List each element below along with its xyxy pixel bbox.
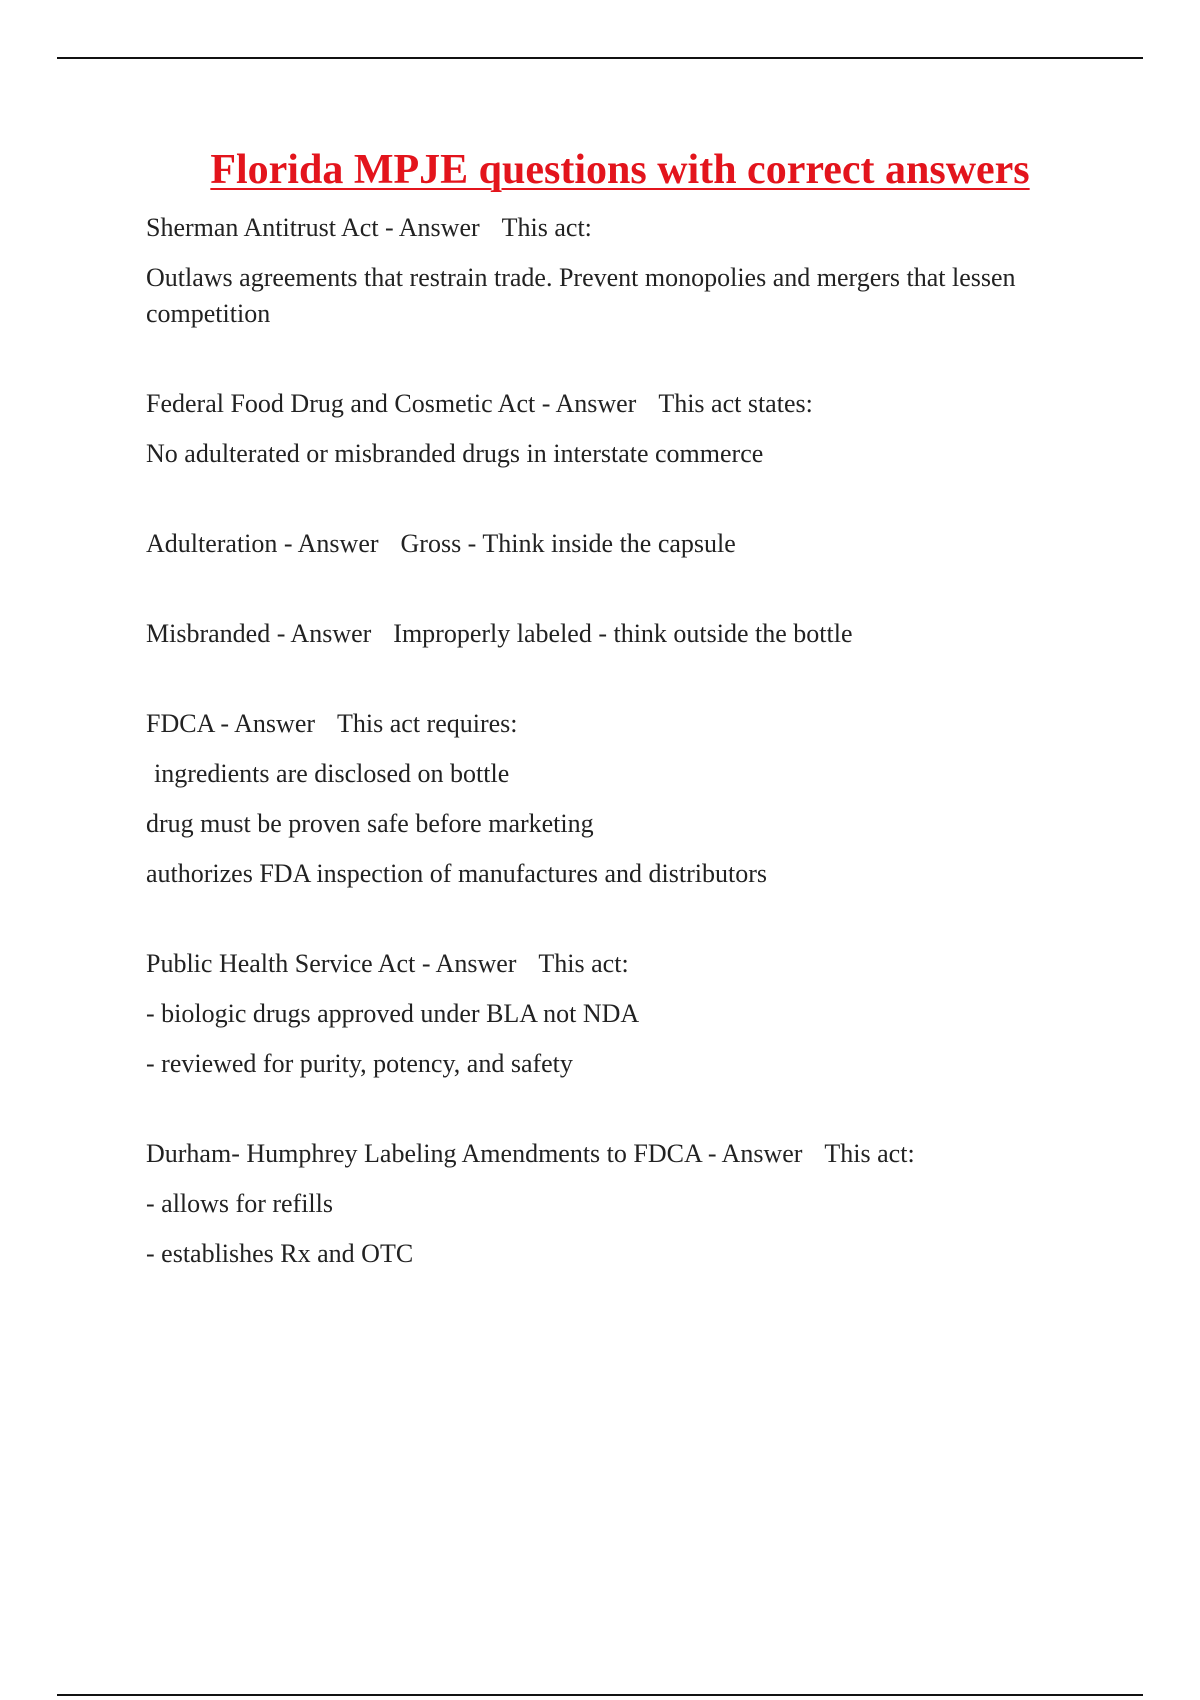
question-line bbox=[146, 386, 1046, 422]
answer-intro: Gross - Think inside the capsule bbox=[400, 529, 736, 558]
qa-entry-sherman bbox=[146, 210, 1046, 332]
answer-line: authorizes FDA inspection of manufactures and distributors bbox=[146, 859, 767, 888]
qa-entry-durham-humphrey bbox=[146, 1136, 1046, 1272]
qa-list bbox=[146, 210, 1046, 1326]
question-line bbox=[146, 706, 1046, 742]
term: Sherman Antitrust Act bbox=[146, 213, 379, 242]
question-line bbox=[146, 946, 1046, 982]
answer-intro: This act requires: bbox=[337, 709, 518, 738]
answer-separator: - Answer bbox=[277, 529, 379, 558]
answer-separator: - Answer bbox=[535, 389, 637, 418]
answer-line: drug must be proven safe before marketing bbox=[146, 809, 594, 838]
qa-entry-phs-act bbox=[146, 946, 1046, 1082]
question-line bbox=[146, 526, 1046, 562]
page-title: Florida MPJE questions with correct answers bbox=[210, 147, 1030, 193]
qa-entry-misbranded bbox=[146, 616, 1046, 652]
answer-line: - establishes Rx and OTC bbox=[146, 1239, 414, 1268]
term: Adulteration bbox=[146, 529, 278, 558]
footer-rule bbox=[57, 1694, 1143, 1696]
term: Misbranded bbox=[146, 619, 271, 648]
answer-line: - allows for refills bbox=[146, 1189, 334, 1218]
answer-line: Outlaws agreements that restrain trade. Prevent monopolies and mergers that lessen competition bbox=[146, 263, 1016, 328]
term: Public Health Service Act bbox=[146, 949, 416, 978]
qa-entry-fdca bbox=[146, 706, 1046, 892]
question-line bbox=[146, 210, 1046, 246]
answer-separator: - Answer bbox=[270, 619, 372, 648]
answer-intro: This act: bbox=[824, 1139, 915, 1168]
answer-intro: This act: bbox=[538, 949, 629, 978]
term: Federal Food Drug and Cosmetic Act bbox=[146, 389, 536, 418]
answer-intro: This act states: bbox=[658, 389, 813, 418]
answer-intro: Improperly labeled - think outside the bottle bbox=[393, 619, 853, 648]
answer-separator: - Answer bbox=[415, 949, 517, 978]
qa-entry-adulteration bbox=[146, 526, 1046, 562]
answer-line: No adulterated or misbranded drugs in interstate commerce bbox=[146, 439, 764, 468]
question-line bbox=[146, 1136, 1046, 1172]
answer-line: ingredients are disclosed on bottle bbox=[154, 759, 510, 788]
term: Durham- Humphrey Labeling Amendments to FDCA bbox=[146, 1139, 702, 1168]
answer-line: - reviewed for purity, potency, and safety bbox=[146, 1049, 573, 1078]
answer-intro: This act: bbox=[501, 213, 592, 242]
question-line bbox=[146, 616, 1046, 652]
term: FDCA bbox=[146, 709, 214, 738]
answer-line: - biologic drugs approved under BLA not NDA bbox=[146, 999, 640, 1028]
answer-separator: - Answer bbox=[213, 709, 316, 738]
qa-entry-fdc-act bbox=[146, 386, 1046, 472]
header-rule bbox=[57, 57, 1143, 59]
answer-separator: - Answer bbox=[701, 1139, 803, 1168]
answer-separator: - Answer bbox=[378, 213, 480, 242]
